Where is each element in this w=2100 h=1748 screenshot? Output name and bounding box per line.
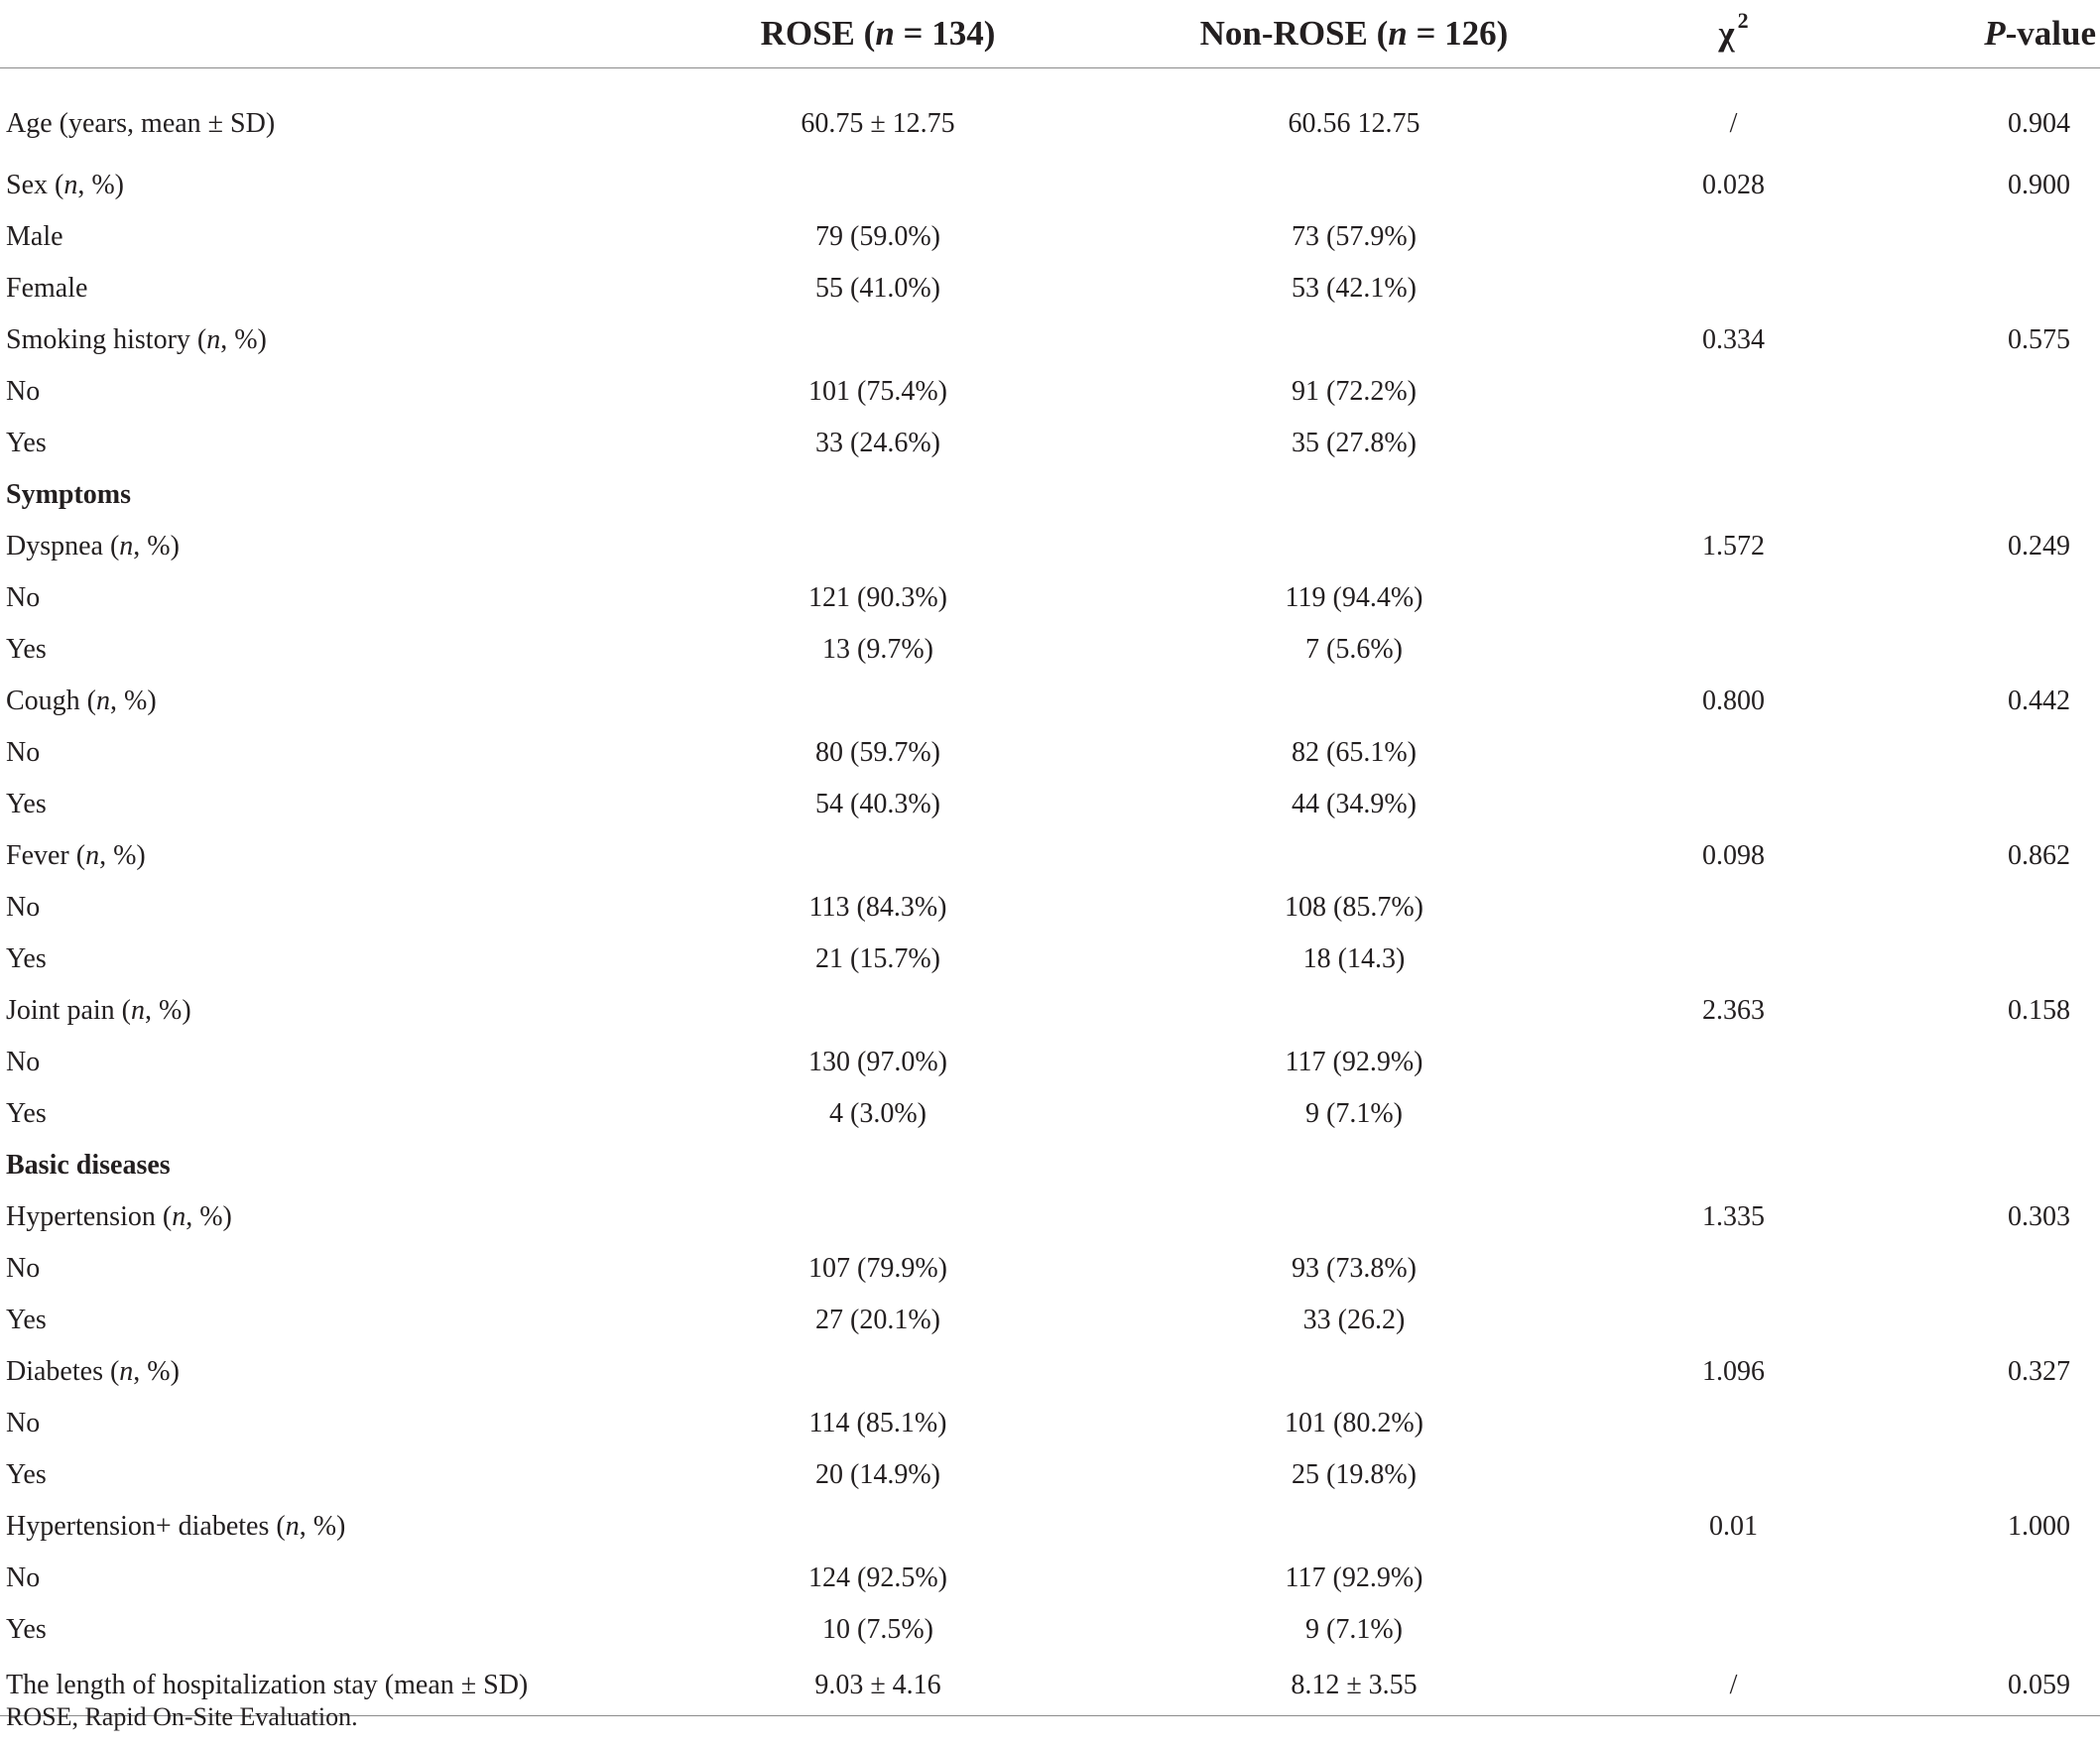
p-value (1875, 779, 2100, 830)
row-label: Yes (6, 942, 47, 974)
p-value (1875, 1604, 2100, 1656)
p-value (1875, 1449, 2100, 1501)
chi-square-value (1592, 934, 1875, 985)
table-row (0, 934, 2100, 985)
rose-value (640, 1191, 1116, 1243)
chi-square-value (1592, 1553, 1875, 1604)
rose-value: 27 (20.1%) (815, 1304, 940, 1335)
non-rose-value: 117 (92.9%) (1285, 1046, 1423, 1077)
chi-square-value (1592, 263, 1875, 314)
row-label: Hypertension+ diabetes (n, %) (6, 1510, 346, 1542)
non-rose-value (1116, 1191, 1592, 1243)
rose-value: 55 (41.0%) (815, 272, 940, 304)
p-value: 0.904 (2008, 107, 2070, 139)
non-rose-value (1116, 676, 1592, 727)
p-value (1875, 1398, 2100, 1449)
p-value (1875, 727, 2100, 779)
non-rose-value: 60.56 12.75 (1288, 107, 1421, 139)
table-row (0, 314, 2100, 366)
chi-square-value (1592, 1037, 1875, 1088)
row-label: Cough (n, %) (6, 685, 157, 716)
table-row (0, 676, 2100, 727)
header-non-rose: Non-ROSE (n = 126) (1116, 0, 1592, 68)
non-rose-value: 33 (26.2) (1302, 1304, 1406, 1335)
table-row (0, 1346, 2100, 1398)
non-rose-value: 7 (5.6%) (1305, 633, 1403, 665)
chi-square-value (1592, 211, 1875, 263)
row-label: No (6, 736, 41, 768)
chi-square-value: 0.01 (1709, 1510, 1758, 1542)
p-value (1875, 1037, 2100, 1088)
p-value (1875, 418, 2100, 469)
non-rose-value: 117 (92.9%) (1285, 1561, 1423, 1593)
p-value (1875, 211, 2100, 263)
rose-value (640, 830, 1116, 882)
row-label: Female (6, 272, 88, 304)
non-rose-value (1116, 314, 1592, 366)
rose-value (640, 676, 1116, 727)
rose-value: 101 (75.4%) (808, 375, 947, 407)
rose-value: 130 (97.0%) (808, 1046, 947, 1077)
row-label: Smoking history (n, %) (6, 323, 267, 355)
non-rose-value: 25 (19.8%) (1292, 1458, 1417, 1490)
row-label: No (6, 1046, 41, 1077)
row-label: Joint pain (n, %) (6, 994, 191, 1026)
table-row (0, 418, 2100, 469)
non-rose-value: 44 (34.9%) (1292, 788, 1417, 819)
table-row (0, 1398, 2100, 1449)
chi-square-value (1592, 418, 1875, 469)
rose-value: 21 (15.7%) (815, 942, 940, 974)
p-value: 0.158 (2008, 994, 2070, 1026)
table-body (0, 68, 2100, 1716)
non-rose-value: 35 (27.8%) (1292, 427, 1417, 458)
non-rose-value: 73 (57.9%) (1292, 220, 1417, 252)
chi-square-value: 2.363 (1702, 994, 1765, 1026)
rose-value: 124 (92.5%) (808, 1561, 947, 1593)
chi-square-value (1592, 727, 1875, 779)
non-rose-value (1116, 1140, 1592, 1191)
p-value (1875, 624, 2100, 676)
row-label: Yes (6, 1304, 47, 1335)
p-value (1875, 1295, 2100, 1346)
p-value (1875, 882, 2100, 934)
p-value: 0.059 (1875, 1656, 2100, 1716)
table-row (0, 1501, 2100, 1553)
table-row (0, 985, 2100, 1037)
table-row (0, 1604, 2100, 1656)
non-rose-value (1116, 1501, 1592, 1553)
table-row (0, 1243, 2100, 1295)
table-header (0, 0, 2100, 68)
non-rose-value: 9 (7.1%) (1305, 1613, 1403, 1645)
header-rose: ROSE (n = 134) (640, 0, 1116, 68)
rose-value: 20 (14.9%) (815, 1458, 940, 1490)
row-label: Dyspnea (n, %) (6, 530, 180, 562)
non-rose-value (1116, 160, 1592, 211)
chi-square-value: / (1592, 1656, 1875, 1716)
rose-value (640, 1346, 1116, 1398)
chi-square-value (1592, 469, 1875, 521)
non-rose-value: 93 (73.8%) (1292, 1252, 1417, 1284)
table-row (0, 624, 2100, 676)
non-rose-value: 53 (42.1%) (1292, 272, 1417, 304)
table-row (0, 1449, 2100, 1501)
rose-value (640, 1140, 1116, 1191)
table-row (0, 830, 2100, 882)
header-p-value: P-value (1875, 0, 2100, 68)
rose-value: 107 (79.9%) (808, 1252, 947, 1284)
row-label: No (6, 1561, 41, 1593)
row-label: No (6, 375, 41, 407)
table-row (0, 160, 2100, 211)
chi-square-value (1592, 882, 1875, 934)
table-row (0, 366, 2100, 418)
table-row (0, 521, 2100, 572)
row-label: Diabetes (n, %) (6, 1355, 180, 1387)
row-label: Hypertension (n, %) (6, 1200, 232, 1232)
row-label: No (6, 1252, 41, 1284)
row-label: No (6, 581, 41, 613)
row-label: No (6, 1407, 41, 1438)
non-rose-value: 82 (65.1%) (1292, 736, 1417, 768)
row-label: Male (6, 220, 63, 252)
non-rose-value: 108 (85.7%) (1285, 891, 1423, 923)
chi-square-value: 0.800 (1702, 685, 1765, 716)
table-row (0, 211, 2100, 263)
header-blank (0, 0, 640, 68)
chi-square-value: 0.098 (1702, 839, 1765, 871)
rose-value (640, 521, 1116, 572)
rose-value: 13 (9.7%) (822, 633, 933, 665)
table-row (0, 1295, 2100, 1346)
non-rose-value (1116, 1346, 1592, 1398)
chi-square-value: 1.335 (1702, 1200, 1765, 1232)
p-value (1875, 1243, 2100, 1295)
non-rose-value (1116, 985, 1592, 1037)
non-rose-value: 101 (80.2%) (1285, 1407, 1423, 1438)
row-label: The length of hospitalization stay (mean ± SD) (0, 1656, 640, 1716)
p-value (1875, 469, 2100, 521)
chi-square-value (1592, 366, 1875, 418)
table-row (0, 68, 2100, 160)
chi-square-value (1592, 572, 1875, 624)
row-label: Basic diseases (6, 1149, 171, 1181)
table-row (0, 779, 2100, 830)
rose-value: 54 (40.3%) (815, 788, 940, 819)
header-row (0, 0, 2100, 68)
rose-value: 121 (90.3%) (808, 581, 947, 613)
p-value (1875, 572, 2100, 624)
non-rose-value (1116, 469, 1592, 521)
table-row (0, 1191, 2100, 1243)
p-value: 0.900 (2008, 169, 2070, 200)
rose-value (640, 985, 1116, 1037)
rose-value: 4 (3.0%) (829, 1097, 926, 1129)
rose-value: 113 (84.3%) (808, 891, 947, 923)
p-value: 0.249 (2008, 530, 2070, 562)
rose-value (640, 469, 1116, 521)
header-chi-square: χ $^2$ (1592, 0, 1875, 68)
chi-square-value: / (1729, 107, 1738, 139)
rose-value: 33 (24.6%) (815, 427, 940, 458)
non-rose-value: 119 (94.4%) (1285, 581, 1423, 613)
non-rose-value (1116, 521, 1592, 572)
section-row (0, 469, 2100, 521)
chi-square-value (1592, 1295, 1875, 1346)
rose-value (640, 160, 1116, 211)
rose-value (640, 1501, 1116, 1553)
p-value: 0.442 (2008, 685, 2070, 716)
rose-value: 10 (7.5%) (822, 1613, 933, 1645)
non-rose-value: 18 (14.3) (1302, 942, 1406, 974)
p-value (1875, 366, 2100, 418)
p-value: 0.575 (2008, 323, 2070, 355)
section-row (0, 1140, 2100, 1191)
rose-value: 79 (59.0%) (815, 220, 940, 252)
row-label: Yes (6, 427, 47, 458)
table-row (0, 727, 2100, 779)
row-label: Symptoms (6, 478, 132, 510)
p-value (1875, 1553, 2100, 1604)
table-row (0, 882, 2100, 934)
p-value: 0.303 (2008, 1200, 2070, 1232)
row-label: No (6, 891, 41, 923)
rose-value (640, 314, 1116, 366)
chi-square-value (1592, 1243, 1875, 1295)
table-row (0, 263, 2100, 314)
table-row (0, 1088, 2100, 1140)
rose-value: 80 (59.7%) (815, 736, 940, 768)
row-label: Yes (6, 633, 47, 665)
table-row (0, 1553, 2100, 1604)
non-rose-value: 9 (7.1%) (1305, 1097, 1403, 1129)
chi-square-value (1592, 624, 1875, 676)
chi-square-value (1592, 1604, 1875, 1656)
rose-value: 114 (85.1%) (808, 1407, 947, 1438)
chi-square-value: 1.572 (1702, 530, 1765, 562)
chi-square-value (1592, 1449, 1875, 1501)
row-label: Yes (6, 1097, 47, 1129)
chi-square-value (1592, 1398, 1875, 1449)
non-rose-value: 91 (72.2%) (1292, 375, 1417, 407)
row-label: Yes (6, 1458, 47, 1490)
row-label: Yes (6, 788, 47, 819)
rose-value: 9.03 ± 4.16 (640, 1656, 1116, 1716)
rose-value: 60.75 ± 12.75 (801, 107, 955, 139)
chi-square-value: 0.028 (1702, 169, 1765, 200)
p-value (1875, 1140, 2100, 1191)
chi-square-value (1592, 1088, 1875, 1140)
p-value: 0.862 (2008, 839, 2070, 871)
table-row (0, 572, 2100, 624)
chi-square-value: 1.096 (1702, 1355, 1765, 1387)
p-value: 0.327 (2008, 1355, 2070, 1387)
row-label: Fever (n, %) (6, 839, 146, 871)
row-label: Sex (n, %) (6, 169, 124, 200)
table-footnote: ROSE, Rapid On-Site Evaluation. (6, 1702, 358, 1731)
p-value (1875, 934, 2100, 985)
chi-square-value (1592, 779, 1875, 830)
non-rose-value: 8.12 ± 3.55 (1116, 1656, 1592, 1716)
chi-square-value: 0.334 (1702, 323, 1765, 355)
row-label: Age (years, mean ± SD) (6, 107, 276, 139)
p-value: 1.000 (2008, 1510, 2070, 1542)
p-value (1875, 1088, 2100, 1140)
non-rose-value (1116, 830, 1592, 882)
table-row (0, 1037, 2100, 1088)
p-value (1875, 263, 2100, 314)
chi-square-value (1592, 1140, 1875, 1191)
row-label: Yes (6, 1613, 47, 1645)
